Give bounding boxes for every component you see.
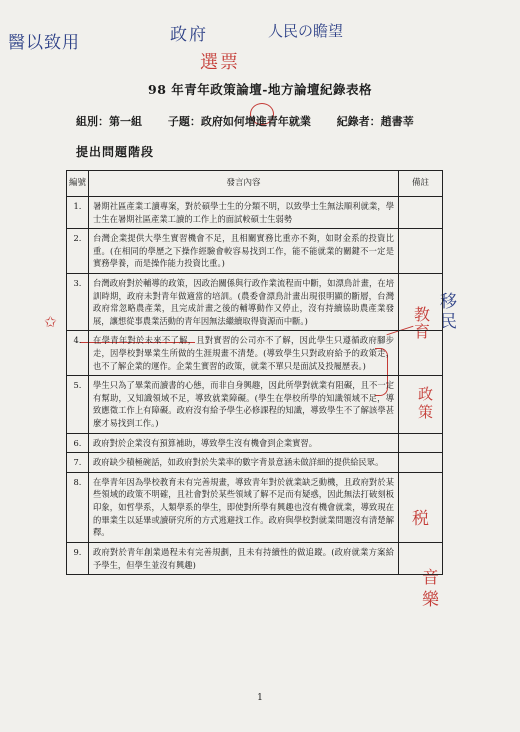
- recorder-label: 紀錄者：趙書莘: [336, 115, 414, 128]
- handwritten-note-top-left: 醫以致用: [8, 33, 80, 53]
- row-note: [399, 196, 443, 228]
- row-number: 2.: [67, 229, 89, 274]
- row-note: [399, 472, 443, 542]
- handwritten-note-immigration: 移民: [440, 292, 457, 332]
- handwritten-note-policy: 政策: [418, 385, 434, 421]
- handwritten-note-government: 政府: [170, 25, 208, 45]
- table-row: [67, 229, 443, 274]
- row-number: 5.: [67, 376, 89, 433]
- row-content: 在學青年因為學校教育未有完善規畫，導致青年對於就業缺乏動機，且政府對於某些領域的政策不明確，且社會對於某些領域了解不足而有疑惑，因此無法打破刻板印象，如哲學系，人類學系的學生，即使對所學有興趣也沒有機會就業，導致現在的畢業生以延畢或讀研究所的方式逃避找工作。政府與學校對就業問題沒有清楚解釋。: [89, 472, 399, 542]
- row-number: 8.: [67, 472, 89, 542]
- handwritten-star: ✩: [44, 313, 57, 331]
- row-note: [399, 331, 443, 376]
- row-note: [399, 542, 443, 574]
- row-note: [399, 376, 443, 433]
- row-note: [399, 229, 443, 274]
- table-row: [67, 472, 443, 542]
- page-number: 1: [257, 693, 263, 703]
- row-note: [399, 453, 443, 473]
- row-content: 台灣政府對於輔導的政策，因政治關係與行政作業流程而中斷，如漂鳥計畫，在培訓時期，政府未對青年做適當的培訓。(農委會漂鳥計畫出現很明顯的斷層，台灣政府常忽略農產業，且完成計畫之後的輔導動作又停止，沒有持續協助農產業發展，讓想從事農業活動的青年因無法繼續取得資源而中斷。): [89, 273, 399, 330]
- table-row: [67, 542, 443, 574]
- handwritten-note-music: 音樂: [422, 568, 439, 610]
- table-row: [67, 376, 443, 433]
- topic-label: 子題：政府如何增進青年就業: [167, 115, 311, 128]
- table-header-row: [67, 171, 443, 197]
- table-row: [67, 453, 443, 473]
- handwritten-note-vote: 選票: [200, 52, 240, 73]
- row-content: 暑期社區產業工讀專案，對於碩學士生的分類不明，以致學士生無法順利就業，學士生在暑期社區產業工讀的工作上的面試較碩士生弱勢: [89, 196, 399, 228]
- table-row: [67, 273, 443, 330]
- header-note: 備註: [399, 171, 443, 197]
- section-title: 提出問題階段: [76, 145, 155, 159]
- row-note: [399, 273, 443, 330]
- row-number: 3.: [67, 273, 89, 330]
- table-row: [67, 196, 443, 228]
- row-number: 6.: [67, 433, 89, 453]
- document-title: 98 年青年政策論壇-地方論壇紀錄表格: [148, 82, 372, 97]
- discussion-record-table: [66, 170, 443, 575]
- row-content: 政府對於企業沒有預算補助，導致學生沒有機會到企業實習。: [89, 433, 399, 453]
- row-number: 4.: [67, 331, 89, 376]
- row-note: [399, 433, 443, 453]
- handwritten-note-education: 教育: [414, 305, 431, 341]
- header-number: 編號: [67, 171, 89, 197]
- row-number: 7.: [67, 453, 89, 473]
- row-content: 在學青年對於未來不了解，且對實習的公司亦不了解，因此學生只遵循政府腳步走，因學校對畢業生所做的生涯規畫不清楚。(導致學生只對政府給予的政策走，也不了解企業的運作。企業生實習的政策，就業不單只是面試及投履歷表。): [89, 331, 399, 376]
- row-content: 政府缺少積極碗話，如政府對於失業率的數字背景意涵未做詳細的提供給民眾。: [89, 453, 399, 473]
- row-number: 9.: [67, 542, 89, 574]
- handwritten-note-people: 人民の瞻望: [268, 22, 344, 40]
- row-number: 1.: [67, 196, 89, 228]
- group-label: 組別：第一組: [76, 115, 142, 128]
- table-row: [67, 331, 443, 376]
- row-content: 政府對於青年創業過程未有完善規劃，且未有持續性的做追蹤。(政府就業方案給予學生，但學生並沒有興趣): [89, 542, 399, 574]
- header-content: 發言內容: [89, 171, 399, 197]
- row-content: 學生只為了畢業而讀書的心態，而非自身興趣，因此所學對就業有阻礙，且不一定有幫助，又知識領域不足，導致就業障礙。(學生在學校所學的知識領域不足，導致應徵工作上有障礙。政府沒有給予學生必修課程的知識，導致學生不了解該學甚麼才易找到工作。): [89, 376, 399, 433]
- handwritten-note-tax: 税: [412, 509, 429, 529]
- row-content: 台灣企業提供大學生實習機會不足，且相關實務比重亦不夠，如財金系的投資比重。(在相同的學歷之下操作經驗會較容易找到工作，能不能就業的關鍵不一定是實務學養，而是操作能力投資比重。): [89, 229, 399, 274]
- table-row: [67, 433, 443, 453]
- document-meta: [76, 113, 436, 129]
